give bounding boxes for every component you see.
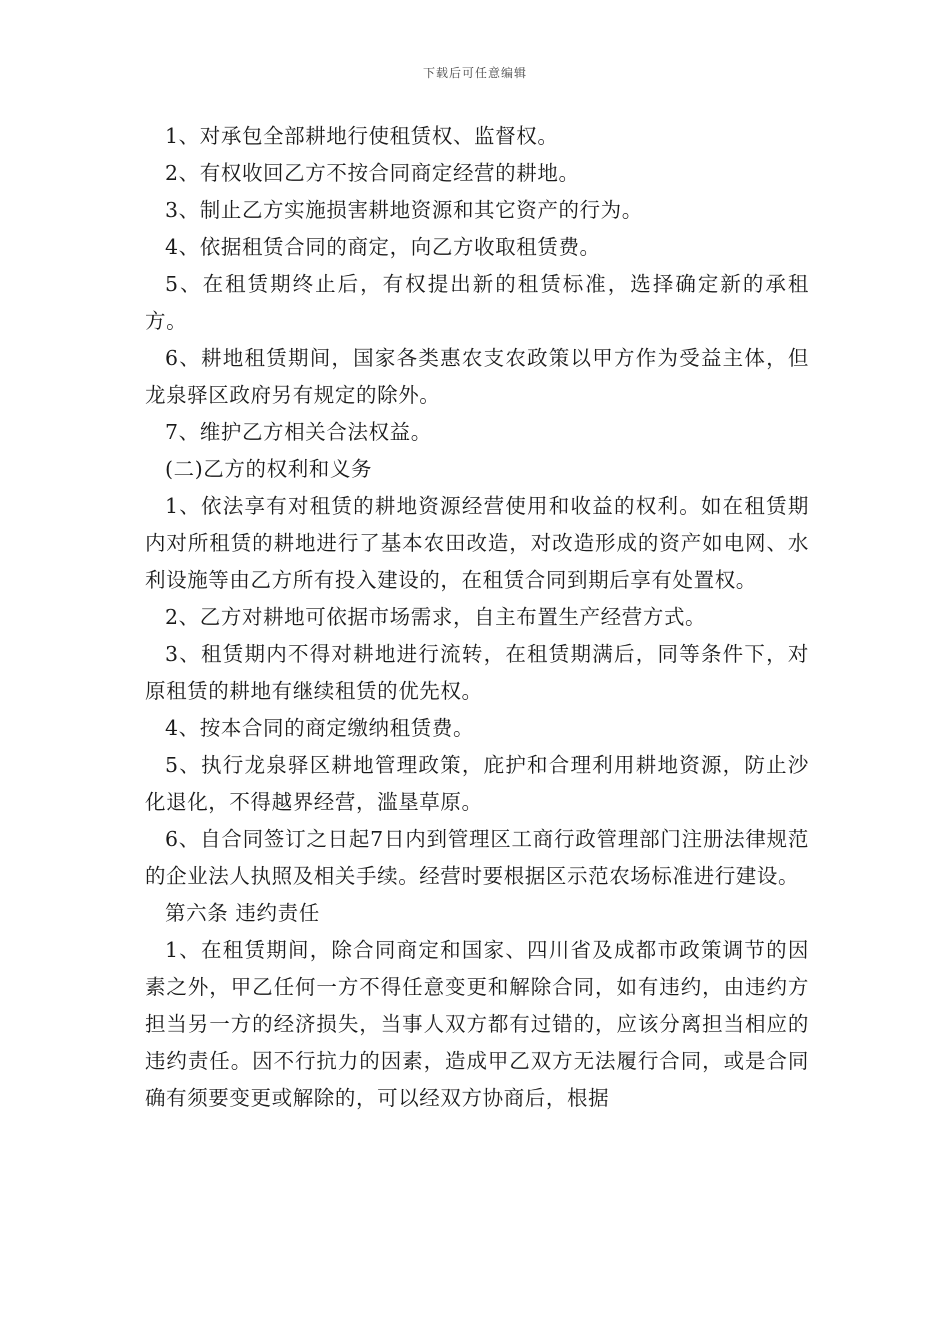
paragraph-lessor-right-5: 5、在租赁期终止后，有权提出新的租赁标准，选择确定新的承租方。 [145, 272, 809, 333]
paragraph-lessee-right-5: 5、执行龙泉驿区耕地管理政策，庇护和合理利用耕地资源，防止沙化退化，不得越界经营，滥垦草原。 [145, 753, 809, 814]
paragraph-breach-1: 1、在租赁期间，除合同商定和国家、四川省及成都市政策调节的因素之外，甲乙任何一方不得任意变更和解除合同，如有违约，由违约方担当另一方的经济损失，当事人双方都有过错的，应该分离担当相应的违约责任。因不行抗力的因素，造成甲乙双方无法履行合同，或是合同确有须要变更或解除的，可以经双方协商后，根据 [145, 938, 809, 1110]
paragraph-lessee-right-2: 2、乙方对耕地可依据市场需求，自主布置生产经营方式。 [165, 605, 707, 629]
paragraph-lessor-right-3: 3、制止乙方实施损害耕地资源和其它资产的行为。 [165, 198, 643, 222]
document-body [145, 118, 809, 1117]
paragraph-lessor-right-1: 1、对承包全部耕地行使租赁权、监督权。 [165, 124, 559, 148]
paragraph-lessee-right-3: 3、租赁期内不得对耕地进行流转，在租赁期满后，同等条件下，对原租赁的耕地有继续租赁的优先权。 [145, 642, 809, 703]
article-heading-breach-liability: 第六条 违约责任 [165, 901, 320, 925]
paragraph-lessee-right-6: 6、自合同签订之日起7日内到管理区工商行政管理部门注册法律规范的企业法人执照及相关手续。经营时要根据区示范农场标准进行建设。 [145, 827, 809, 888]
page-header: 下载后可任意编辑 [422, 66, 527, 80]
section-heading-lessee-rights: (二)乙方的权利和义务 [165, 457, 373, 481]
paragraph-lessor-right-7: 7、维护乙方相关合法权益。 [165, 420, 432, 444]
paragraph-lessee-right-4: 4、按本合同的商定缴纳租赁费。 [165, 716, 475, 740]
paragraph-lessee-right-1: 1、依法享有对租赁的耕地资源经营使用和收益的权利。如在租赁期内对所租赁的耕地进行了基本农田改造，对改造形成的资产如电网、水利设施等由乙方所有投入建设的，在租赁合同到期后享有处置权。 [145, 494, 809, 592]
paragraph-lessor-right-4: 4、依据租赁合同的商定，向乙方收取租赁费。 [165, 235, 601, 259]
paragraph-lessor-right-6: 6、耕地租赁期间，国家各类惠农支农政策以甲方作为受益主体，但龙泉驿区政府另有规定的除外。 [145, 346, 809, 407]
paragraph-lessor-right-2: 2、有权收回乙方不按合同商定经营的耕地。 [165, 161, 580, 185]
